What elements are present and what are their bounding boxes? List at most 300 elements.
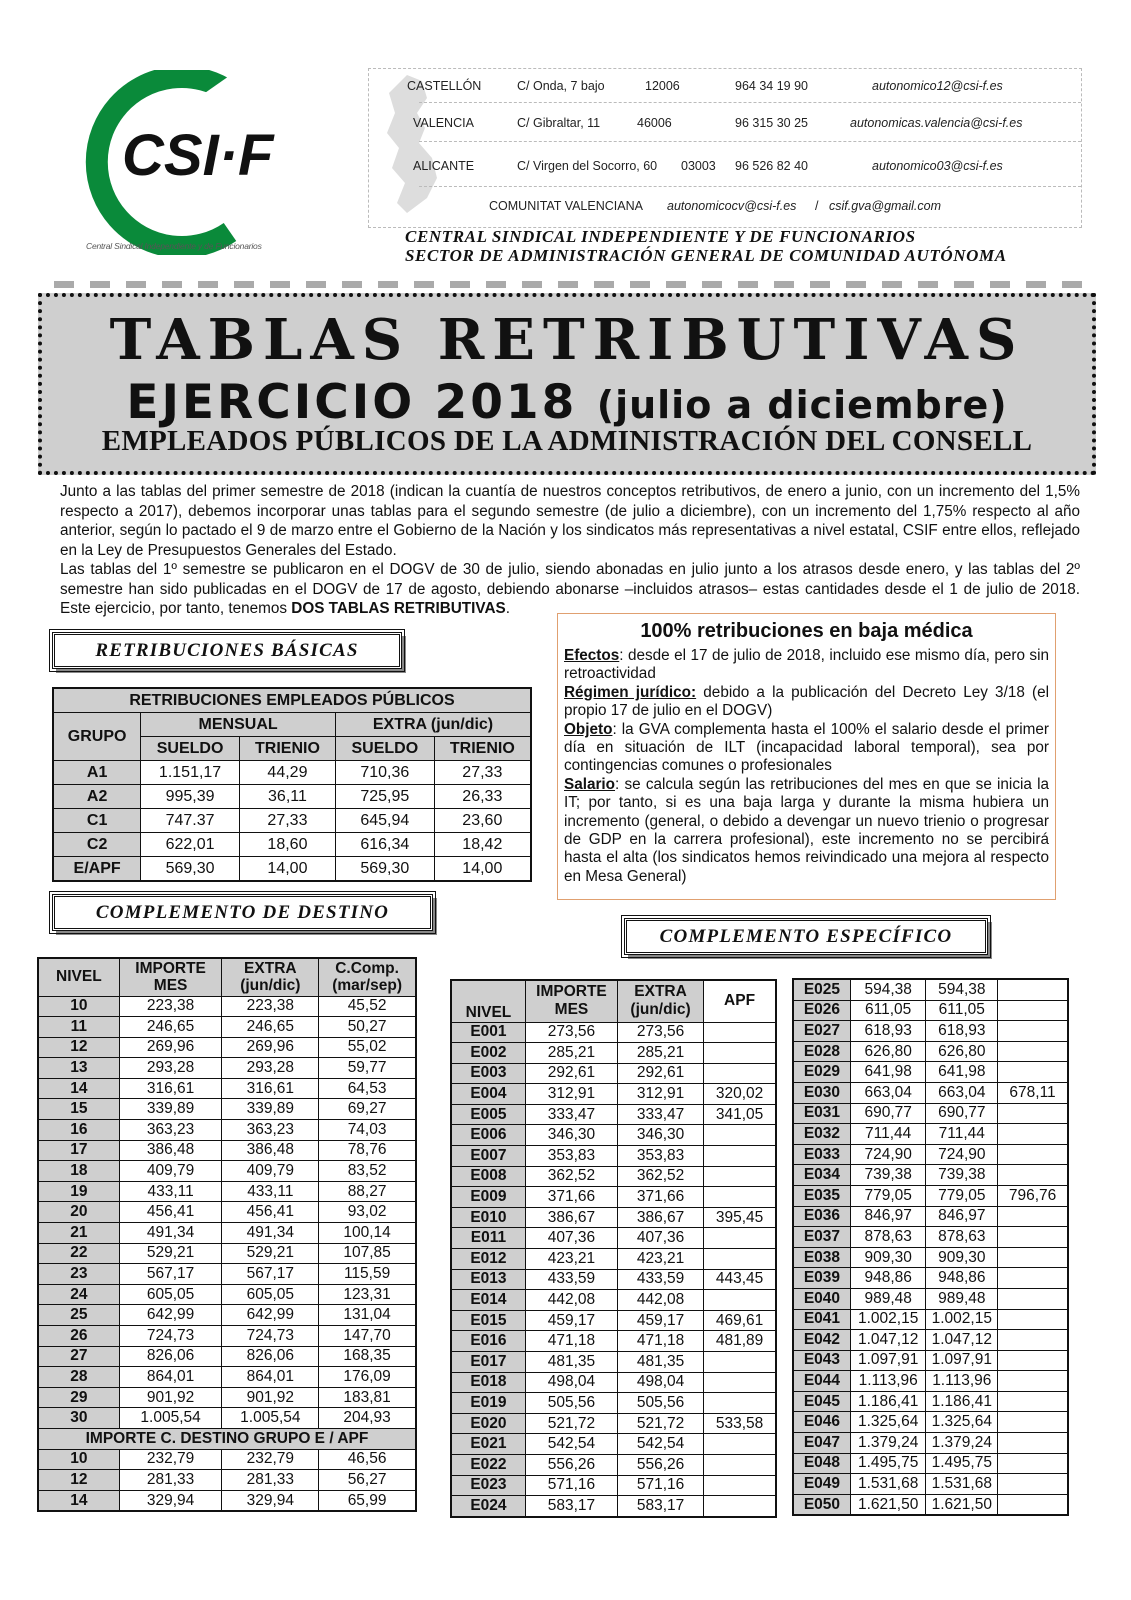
- extra-cell: 1.621,50: [926, 1494, 998, 1515]
- extra-cell: 724,73: [222, 1326, 319, 1347]
- nivel-cell: E046: [793, 1412, 850, 1433]
- sueldo-extra-cell: 569,30: [335, 857, 434, 882]
- table-row: [38, 1099, 416, 1120]
- salario-label: Salario: [564, 775, 616, 793]
- table-row: [38, 1017, 416, 1038]
- importe-mes-cell: 641,98: [850, 1062, 926, 1083]
- importe-mes-cell: 594,38: [850, 979, 926, 1000]
- extra-cell: 1.097,91: [926, 1350, 998, 1371]
- table-row: [451, 1352, 776, 1373]
- importe-mes-cell: 285,21: [525, 1043, 617, 1064]
- extra-cell: 362,52: [618, 1166, 704, 1187]
- apf-cell: [704, 1249, 776, 1270]
- nivel-cell: E042: [793, 1330, 850, 1351]
- extra-cell: 353,83: [618, 1146, 704, 1167]
- nivel-cell: 15: [38, 1099, 119, 1120]
- apf-cell: [998, 1206, 1068, 1227]
- intro-p2-bold: DOS TABLAS RETRIBUTIVAS: [291, 600, 506, 617]
- nivel-cell: E013: [451, 1269, 525, 1290]
- extra-cell: 386,67: [618, 1207, 704, 1228]
- especifico-rows-1: [451, 1022, 776, 1517]
- extra-cell: 571,16: [618, 1475, 704, 1496]
- importe-mes-cell: 423,21: [525, 1249, 617, 1270]
- importe-mes-cell: 456,41: [119, 1202, 222, 1223]
- extra-cell: 642,99: [222, 1305, 319, 1326]
- table-row: [793, 1082, 1068, 1103]
- extra-cell: 878,63: [926, 1227, 998, 1248]
- sueldo-mes-cell: 1.151,17: [141, 761, 240, 785]
- contact-email[interactable]: autonomico12@csi-f.es: [872, 79, 1003, 93]
- importe-mes-cell: 542,54: [525, 1434, 617, 1455]
- table-row: [451, 1310, 776, 1331]
- apf-cell: [704, 1125, 776, 1146]
- apf-cell: [998, 1412, 1068, 1433]
- importe-mes-cell: 864,01: [119, 1367, 222, 1388]
- contact-city: ALICANTE: [413, 159, 475, 173]
- table-row: [793, 1391, 1068, 1412]
- extra-cell: 312,91: [618, 1084, 704, 1105]
- importe-mes-cell: 293,28: [119, 1058, 222, 1079]
- apf-cell: [998, 1309, 1068, 1330]
- ccomp-cell: 176,09: [319, 1367, 416, 1388]
- ccomp-cell: 46,56: [319, 1449, 416, 1470]
- table-row: [38, 1181, 416, 1202]
- importe-mes-cell: 1.531,68: [850, 1474, 926, 1495]
- apf-cell: [704, 1228, 776, 1249]
- destino-rows: [38, 996, 416, 1511]
- importe-mes-cell: 505,56: [525, 1393, 617, 1414]
- extra-cell: 846,97: [926, 1206, 998, 1227]
- sick-efectos: [564, 647, 1049, 684]
- col-mensual: MENSUAL: [141, 713, 336, 737]
- ccomp-cell: 83,52: [319, 1161, 416, 1182]
- table-row: [38, 1449, 416, 1470]
- apf-cell: [998, 1433, 1068, 1454]
- table-row: [793, 1412, 1068, 1433]
- trienio-mes-cell: 44,29: [239, 761, 335, 785]
- nivel-cell: E025: [793, 979, 850, 1000]
- objeto-label: Objeto: [564, 720, 613, 738]
- importe-mes-cell: 567,17: [119, 1264, 222, 1285]
- nivel-cell: E041: [793, 1309, 850, 1330]
- nivel-cell: E030: [793, 1082, 850, 1103]
- importe-mes-cell: 442,08: [525, 1290, 617, 1311]
- importe-mes-cell: 1.002,15: [850, 1309, 926, 1330]
- intro-paragraph-1: Junto a las tablas del primer semestre de 2018 (indican la cuantía de nuestros conceptos retributivos, de enero a junio, con un incremento del 1,5% respecto a 2017), debemos incorporar unas tablas para el segundo semestre (de julio a diciembre), con un incremento del 1,75% respecto al año anterior, según lo pactado el 9 de marzo entre el Gobierno de la Nación y los sindicatos más representativas a nivel estatal, CSIF entre ellos, reflejado en la Ley de Presupuestos Generales del Estado.: [60, 483, 1080, 559]
- extra-cell: 433,59: [618, 1269, 704, 1290]
- table-row: [53, 785, 531, 809]
- table-row: [38, 1140, 416, 1161]
- nivel-cell: 30: [38, 1408, 119, 1429]
- nivel-cell: E007: [451, 1146, 525, 1167]
- apf-cell: [704, 1187, 776, 1208]
- extra-cell: 864,01: [222, 1367, 319, 1388]
- table-row: [38, 1305, 416, 1326]
- sick-salario: [564, 776, 1049, 886]
- importe-mes-cell: 386,48: [119, 1140, 222, 1161]
- apf-cell: 395,45: [704, 1207, 776, 1228]
- extra-cell: 594,38: [926, 979, 998, 1000]
- apf-cell: 341,05: [704, 1104, 776, 1125]
- extra-cell: 409,79: [222, 1161, 319, 1182]
- trienio-mes-cell: 18,60: [239, 833, 335, 857]
- intro-p2-end: .: [505, 600, 510, 617]
- extra-cell: 423,21: [618, 1249, 704, 1270]
- org-sector: SECTOR DE ADMINISTRACIÓN GENERAL DE COMUNIDAD AUTÓNOMA: [405, 246, 1007, 265]
- nivel-cell: E027: [793, 1021, 850, 1042]
- importe-mes-cell: 316,61: [119, 1078, 222, 1099]
- contact-address: C/ Onda, 7 bajo: [517, 79, 605, 93]
- ccomp-cell: 50,27: [319, 1017, 416, 1038]
- nivel-cell: E015: [451, 1310, 525, 1331]
- importe-mes-cell: 269,96: [119, 1037, 222, 1058]
- extra-cell: 505,56: [618, 1393, 704, 1414]
- nivel-cell: 14: [38, 1078, 119, 1099]
- sick-leave-info-box: [557, 613, 1056, 900]
- apf-cell: [998, 1350, 1068, 1371]
- extra-cell: 724,90: [926, 1144, 998, 1165]
- subtitle-year: EJERCICIO 2018: [126, 375, 578, 430]
- subtitle-period: (julio a diciembre): [596, 383, 1008, 427]
- nivel-cell: E003: [451, 1063, 525, 1084]
- extra-cell: 1.379,24: [926, 1433, 998, 1454]
- table-row: [451, 1043, 776, 1064]
- destino-table: [37, 957, 417, 1512]
- table-row: [793, 1041, 1068, 1062]
- extra-cell: 491,34: [222, 1223, 319, 1244]
- grupo-cell: E/APF: [53, 857, 141, 882]
- nivel-cell: 26: [38, 1326, 119, 1347]
- nivel-cell: 22: [38, 1243, 119, 1264]
- contacts-box: [368, 68, 1082, 228]
- importe-mes-cell: 948,86: [850, 1268, 926, 1289]
- table-row: [793, 1330, 1068, 1351]
- extra-cell: 663,04: [926, 1082, 998, 1103]
- sick-leave-title: 100% retribuciones en baja médica: [640, 620, 973, 642]
- trienio-extra-cell: 27,33: [434, 761, 531, 785]
- apf-cell: [998, 1062, 1068, 1083]
- nivel-cell: E001: [451, 1022, 525, 1043]
- trienio-extra-cell: 14,00: [434, 857, 531, 882]
- trienio-extra-cell: 23,60: [434, 809, 531, 833]
- table-row: [793, 1268, 1068, 1289]
- title-box: [38, 293, 1096, 475]
- nivel-cell: E036: [793, 1206, 850, 1227]
- nivel-cell: E037: [793, 1227, 850, 1248]
- nivel-cell: 24: [38, 1284, 119, 1305]
- regimen-label: Régimen jurídico:: [564, 683, 697, 701]
- sick-objeto: [564, 721, 1049, 776]
- trienio-mes-cell: 14,00: [239, 857, 335, 882]
- nivel-cell: 27: [38, 1346, 119, 1367]
- sueldo-mes-cell: 569,30: [141, 857, 240, 882]
- ccomp-cell: 204,93: [319, 1408, 416, 1429]
- extra-cell: 386,48: [222, 1140, 319, 1161]
- extra-cell: 779,05: [926, 1185, 998, 1206]
- table-row: [451, 1125, 776, 1146]
- table-row: [793, 979, 1068, 1000]
- nivel-cell: E014: [451, 1290, 525, 1311]
- table-row: [38, 1387, 416, 1408]
- importe-mes-cell: 724,90: [850, 1144, 926, 1165]
- nivel-cell: E023: [451, 1475, 525, 1496]
- table-row: [451, 1063, 776, 1084]
- extra-cell: 1.531,68: [926, 1474, 998, 1495]
- apf-cell: [704, 1454, 776, 1475]
- grupo-e-subheader: IMPORTE C. DESTINO GRUPO E / APF: [38, 1428, 416, 1449]
- importe-mes-cell: 909,30: [850, 1247, 926, 1268]
- importe-mes-cell: 611,05: [850, 1000, 926, 1021]
- apf-cell: 481,89: [704, 1331, 776, 1352]
- apf-cell: [998, 1453, 1068, 1474]
- contact-email[interactable]: autonomico03@csi-f.es: [872, 159, 1003, 173]
- importe-mes-cell: 353,83: [525, 1146, 617, 1167]
- importe-mes-cell: 339,89: [119, 1099, 222, 1120]
- extra-cell: 433,11: [222, 1181, 319, 1202]
- basic-pay-table: [52, 687, 532, 882]
- comunitat-email-1[interactable]: autonomicocv@csi-f.es: [667, 199, 797, 213]
- importe-mes-cell: 409,79: [119, 1161, 222, 1182]
- importe-mes-cell: 779,05: [850, 1185, 926, 1206]
- importe-mes-cell: 826,06: [119, 1346, 222, 1367]
- extra-cell: 690,77: [926, 1103, 998, 1124]
- table-row: [451, 1454, 776, 1475]
- csif-logo: [80, 70, 290, 255]
- salario-text: : se calcula según las retribuciones del mes en que se inicia la IT; por tanto, si es una baja larga y durante la misma hubiera un incremento (general, o debido a devengar un nuevo trienio o progresar de GDP en la carrera profesional), este incremento no se percibirá hasta el alta (los sindicatos hemos reivindicado una mejora al respecto en Mesa General): [564, 775, 1049, 885]
- region-map-icon: [377, 73, 447, 223]
- nivel-cell: 23: [38, 1264, 119, 1285]
- table-row: [451, 1372, 776, 1393]
- importe-mes-cell: 690,77: [850, 1103, 926, 1124]
- importe-mes-cell: 556,26: [525, 1454, 617, 1475]
- apf-cell: [998, 1000, 1068, 1021]
- nivel-cell: E019: [451, 1393, 525, 1414]
- table-row: [793, 1165, 1068, 1186]
- nivel-cell: E018: [451, 1372, 525, 1393]
- table-row: [793, 1371, 1068, 1392]
- extra-cell: 1.113,96: [926, 1371, 998, 1392]
- table-row: [451, 1434, 776, 1455]
- importe-mes-cell: 901,92: [119, 1387, 222, 1408]
- importe-mes-cell: 281,33: [119, 1470, 222, 1491]
- logo-caption: Central Sindical Independiente y de Funcionarios: [86, 241, 262, 251]
- ccomp-cell: 74,03: [319, 1120, 416, 1141]
- nivel-cell: 13: [38, 1058, 119, 1079]
- nivel-cell: E006: [451, 1125, 525, 1146]
- grupo-cell: A1: [53, 761, 141, 785]
- ccomp-cell: 123,31: [319, 1284, 416, 1305]
- table-row: [451, 1146, 776, 1167]
- ccomp-cell: 183,81: [319, 1387, 416, 1408]
- extra-cell: 739,38: [926, 1165, 998, 1186]
- table-title: RETRIBUCIONES EMPLEADOS PÚBLICOS: [53, 688, 531, 713]
- apf-cell: [704, 1372, 776, 1393]
- table-row: [451, 1413, 776, 1434]
- contact-city: CASTELLÓN: [407, 79, 482, 93]
- nivel-cell: E016: [451, 1331, 525, 1352]
- table-row: [793, 1350, 1068, 1371]
- sueldo-mes-cell: 747.37: [141, 809, 240, 833]
- importe-mes-cell: 223,38: [119, 996, 222, 1017]
- extra-cell: 989,48: [926, 1288, 998, 1309]
- extra-cell: 407,36: [618, 1228, 704, 1249]
- nivel-cell: E029: [793, 1062, 850, 1083]
- nivel-cell: 18: [38, 1161, 119, 1182]
- col-ccomp: C.Comp. (mar/sep): [319, 958, 416, 996]
- extra-cell: 459,17: [618, 1310, 704, 1331]
- nivel-cell: E004: [451, 1084, 525, 1105]
- col-extra: EXTRA (jun/dic): [222, 958, 319, 996]
- col-trienio: TRIENIO: [239, 737, 335, 761]
- extra-cell: 542,54: [618, 1434, 704, 1455]
- table-row: [38, 1408, 416, 1429]
- trienio-extra-cell: 26,33: [434, 785, 531, 809]
- comunitat-email-2[interactable]: csif.gva@gmail.com: [829, 199, 942, 213]
- extra-cell: 246,65: [222, 1017, 319, 1038]
- nivel-cell: 14: [38, 1490, 119, 1511]
- apf-cell: [704, 1475, 776, 1496]
- ccomp-cell: 69,27: [319, 1099, 416, 1120]
- table-row: [53, 833, 531, 857]
- apf-cell: 320,02: [704, 1084, 776, 1105]
- ccomp-cell: 64,53: [319, 1078, 416, 1099]
- nivel-cell: E017: [451, 1352, 525, 1373]
- nivel-cell: 28: [38, 1367, 119, 1388]
- extra-cell: 285,21: [618, 1043, 704, 1064]
- table-row: [38, 1058, 416, 1079]
- ccomp-cell: 65,99: [319, 1490, 416, 1511]
- nivel-cell: E010: [451, 1207, 525, 1228]
- apf-cell: [704, 1022, 776, 1043]
- table-row: [451, 1475, 776, 1496]
- nivel-cell: 12: [38, 1037, 119, 1058]
- intro-paragraph-2: [60, 560, 1080, 619]
- importe-mes-cell: 1.186,41: [850, 1391, 926, 1412]
- section-heading-basicas: RETRIBUCIONES BÁSICAS: [52, 632, 402, 669]
- col-sueldo: SUELDO: [335, 737, 434, 761]
- table-row: [793, 1124, 1068, 1145]
- importe-mes-cell: 1.097,91: [850, 1350, 926, 1371]
- extra-cell: 1.186,41: [926, 1391, 998, 1412]
- extra-cell: 521,72: [618, 1413, 704, 1434]
- importe-mes-cell: 491,34: [119, 1223, 222, 1244]
- importe-mes-cell: 312,91: [525, 1084, 617, 1105]
- nivel-cell: 11: [38, 1017, 119, 1038]
- table-row: [793, 1288, 1068, 1309]
- extra-cell: 618,93: [926, 1021, 998, 1042]
- col-trienio: TRIENIO: [434, 737, 531, 761]
- table-row: [793, 1062, 1068, 1083]
- col-apf: APF: [704, 980, 776, 1022]
- nivel-cell: E026: [793, 1000, 850, 1021]
- col-sueldo: SUELDO: [141, 737, 240, 761]
- basic-pay-rows: [53, 761, 531, 882]
- importe-mes-cell: 989,48: [850, 1288, 926, 1309]
- extra-cell: 583,17: [618, 1496, 704, 1517]
- importe-mes-cell: 739,38: [850, 1165, 926, 1186]
- nivel-cell: E045: [793, 1391, 850, 1412]
- ccomp-cell: 131,04: [319, 1305, 416, 1326]
- especifico-table-1: [450, 979, 777, 1518]
- extra-cell: 948,86: [926, 1268, 998, 1289]
- apf-cell: [998, 1391, 1068, 1412]
- col-grupo: GRUPO: [53, 713, 141, 761]
- contact-phone: 964 34 19 90: [735, 79, 808, 93]
- importe-mes-cell: 618,93: [850, 1021, 926, 1042]
- table-row: [793, 1494, 1068, 1515]
- apf-cell: [704, 1063, 776, 1084]
- table-row: [38, 1490, 416, 1511]
- ccomp-cell: 107,85: [319, 1243, 416, 1264]
- importe-mes-cell: 1.379,24: [850, 1433, 926, 1454]
- regimen-text: debido a la publicación del Decreto Ley 3/18 (el propio 17 de julio en el DOGV): [564, 683, 1050, 720]
- email-separator: /: [815, 199, 819, 213]
- table-row: [38, 1470, 416, 1491]
- table-row: [38, 1346, 416, 1367]
- grupo-cell: C2: [53, 833, 141, 857]
- table-row: [451, 1022, 776, 1043]
- importe-mes-cell: 521,72: [525, 1413, 617, 1434]
- nivel-cell: E024: [451, 1496, 525, 1517]
- table-row: [451, 1228, 776, 1249]
- importe-mes-cell: 273,56: [525, 1022, 617, 1043]
- objeto-text: : la GVA complementa hasta el 100% el salario desde el primer día en situación de ILT (incapacidad laboral temporal), sea por contingencias comunes o profesionales: [564, 720, 1049, 775]
- apf-cell: [998, 1268, 1068, 1289]
- importe-mes-cell: 232,79: [119, 1449, 222, 1470]
- extra-cell: 456,41: [222, 1202, 319, 1223]
- nivel-cell: 25: [38, 1305, 119, 1326]
- section-heading-especifico: COMPLEMENTO ESPECÍFICO: [624, 918, 988, 955]
- table-row: [793, 1309, 1068, 1330]
- extra-cell: 1.047,12: [926, 1330, 998, 1351]
- importe-mes-cell: 329,94: [119, 1490, 222, 1511]
- ccomp-cell: 78,76: [319, 1140, 416, 1161]
- apf-cell: [998, 1021, 1068, 1042]
- trienio-mes-cell: 27,33: [239, 809, 335, 833]
- importe-mes-cell: 471,18: [525, 1331, 617, 1352]
- nivel-cell: E009: [451, 1187, 525, 1208]
- nivel-cell: E050: [793, 1494, 850, 1515]
- extra-cell: 711,44: [926, 1124, 998, 1145]
- sueldo-extra-cell: 616,34: [335, 833, 434, 857]
- extra-cell: 273,56: [618, 1022, 704, 1043]
- extra-cell: 471,18: [618, 1331, 704, 1352]
- apf-cell: [998, 1474, 1068, 1495]
- table-row: [793, 1227, 1068, 1248]
- ccomp-cell: 100,14: [319, 1223, 416, 1244]
- importe-mes-cell: 371,66: [525, 1187, 617, 1208]
- table-row: [38, 1120, 416, 1141]
- importe-mes-cell: 571,16: [525, 1475, 617, 1496]
- nivel-cell: E034: [793, 1165, 850, 1186]
- extra-cell: 605,05: [222, 1284, 319, 1305]
- contact-email[interactable]: autonomicas.valencia@csi-f.es: [850, 116, 1023, 130]
- extra-cell: 346,30: [618, 1125, 704, 1146]
- nivel-cell: E002: [451, 1043, 525, 1064]
- subheader-row: [38, 1428, 416, 1449]
- nivel-cell: E035: [793, 1185, 850, 1206]
- ccomp-cell: 88,27: [319, 1181, 416, 1202]
- nivel-cell: 29: [38, 1387, 119, 1408]
- apf-cell: 678,11: [998, 1082, 1068, 1103]
- table-row: [451, 1331, 776, 1352]
- apf-cell: [998, 1494, 1068, 1515]
- nivel-cell: E033: [793, 1144, 850, 1165]
- contact-cp: 03003: [681, 159, 716, 173]
- apf-cell: [998, 1103, 1068, 1124]
- table-row: [793, 1206, 1068, 1227]
- table-row: [451, 1290, 776, 1311]
